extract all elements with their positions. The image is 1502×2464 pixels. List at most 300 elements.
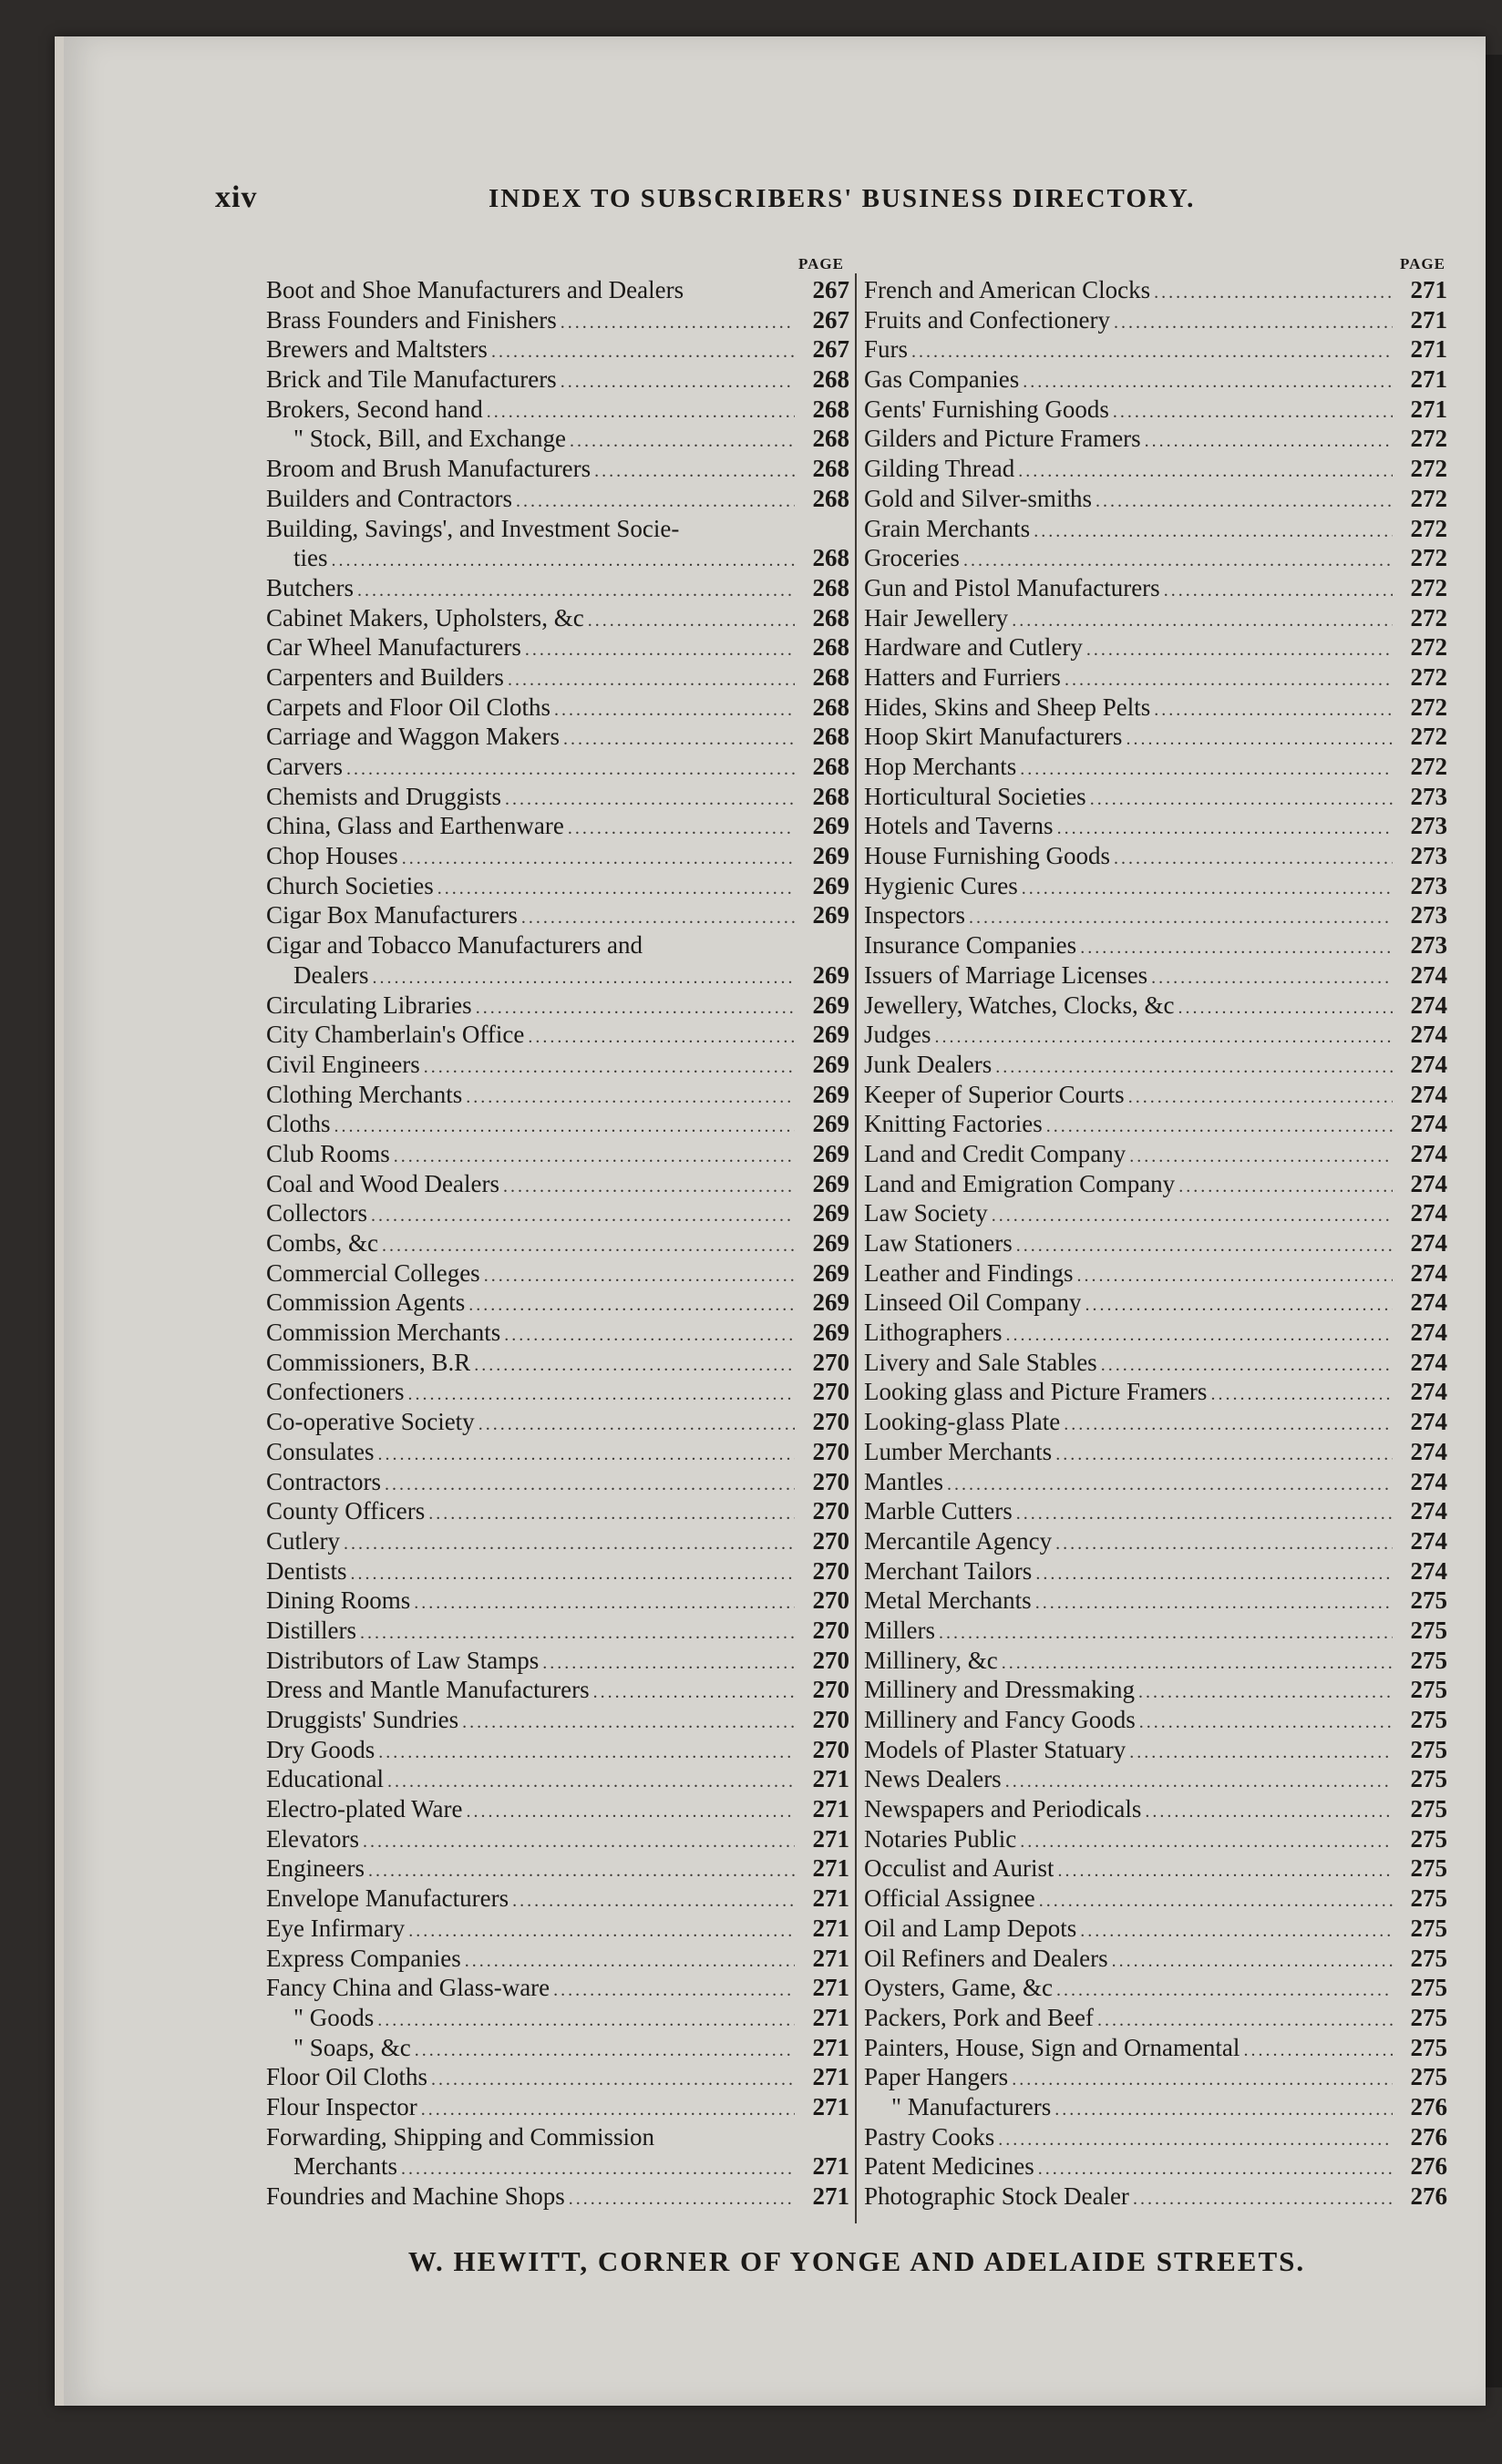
index-entry bbox=[266, 424, 849, 454]
dot-leader bbox=[1022, 874, 1393, 904]
index-entry bbox=[864, 2033, 1447, 2063]
entry-name: Cigar and Tobacco Manufacturers and bbox=[266, 931, 643, 960]
index-entry bbox=[266, 841, 849, 871]
dot-leader bbox=[1243, 2036, 1393, 2066]
entry-page-number: 268 bbox=[812, 603, 849, 631]
dot-leader bbox=[508, 665, 795, 695]
entry-page-number: 276 bbox=[1410, 2152, 1447, 2181]
entry-name: Oysters, Game, &c bbox=[864, 1974, 1053, 2002]
index-entry bbox=[266, 1496, 849, 1526]
page-column-heading: PAGE bbox=[798, 255, 844, 272]
dot-leader bbox=[1046, 1112, 1393, 1142]
entry-page-number: 275 bbox=[1410, 1586, 1447, 1615]
dot-leader bbox=[1133, 2184, 1393, 2214]
entry-page-number: 270 bbox=[812, 1378, 849, 1406]
entry-name: Merchant Tailors bbox=[864, 1556, 1033, 1585]
entry-page-number: 274 bbox=[1410, 1080, 1447, 1108]
index-entry bbox=[864, 662, 1447, 693]
index-entry bbox=[266, 1884, 849, 1914]
dot-leader bbox=[1020, 755, 1393, 785]
entry-name: Gents' Furnishing Goods bbox=[864, 395, 1109, 423]
entry-name: Broom and Brush Manufacturers bbox=[266, 455, 592, 483]
entry-page-number: 274 bbox=[1410, 1526, 1447, 1555]
dot-leader bbox=[394, 1142, 795, 1172]
entry-page-number: 275 bbox=[1410, 1974, 1447, 2002]
dot-leader bbox=[1057, 1856, 1393, 1886]
entry-page-number: 274 bbox=[1410, 1199, 1447, 1227]
index-entry bbox=[864, 1437, 1447, 1467]
entry-name: Eye Infirmary bbox=[266, 1914, 406, 1942]
dot-leader bbox=[1086, 635, 1393, 665]
entry-name: Packers, Pork and Beef bbox=[864, 2003, 1094, 2031]
dot-leader bbox=[554, 695, 795, 725]
entry-page-number: 271 bbox=[812, 2063, 849, 2091]
entry-page-number: 271 bbox=[812, 1824, 849, 1853]
dot-leader bbox=[1138, 1678, 1393, 1708]
entry-page-number: 274 bbox=[1410, 1437, 1447, 1465]
dot-leader bbox=[1114, 844, 1393, 874]
dot-leader bbox=[969, 903, 1393, 933]
dot-leader bbox=[1145, 426, 1393, 457]
entry-name: Leather and Findings bbox=[864, 1258, 1074, 1287]
index-entry bbox=[266, 1139, 849, 1169]
entry-page-number: 274 bbox=[1410, 1169, 1447, 1197]
index-entry-list bbox=[864, 275, 1447, 2212]
entry-name: Insurance Companies bbox=[864, 931, 1077, 960]
index-entry bbox=[266, 1348, 849, 1378]
entry-name: Law Stationers bbox=[864, 1229, 1013, 1257]
entry-name: Painters, House, Sign and Ornamental bbox=[864, 2033, 1240, 2061]
index-entry bbox=[864, 841, 1447, 871]
index-entry bbox=[864, 1794, 1447, 1824]
dot-leader bbox=[998, 2125, 1393, 2155]
entry-name: Patent Medicines bbox=[864, 2152, 1034, 2181]
dot-leader bbox=[466, 1083, 795, 1113]
entry-name: Grain Merchants bbox=[864, 514, 1031, 542]
dot-leader bbox=[1076, 1261, 1393, 1291]
dot-leader bbox=[466, 1797, 795, 1827]
index-entry bbox=[266, 395, 849, 425]
entry-name: Civil Engineers bbox=[266, 1050, 420, 1078]
entry-name: Metal Merchants bbox=[864, 1586, 1032, 1615]
entry-name: Chop Houses bbox=[266, 842, 398, 870]
entry-page-number: 272 bbox=[1410, 455, 1447, 483]
entry-page-number: 271 bbox=[812, 1944, 849, 1972]
entry-name: Hygienic Cures bbox=[864, 871, 1018, 899]
entry-name: Cabinet Makers, Upholsters, &c bbox=[266, 603, 584, 631]
dot-leader bbox=[1129, 1142, 1393, 1172]
entry-page-number: 271 bbox=[1410, 276, 1447, 303]
index-entry bbox=[864, 1198, 1447, 1228]
entry-page-number: 274 bbox=[1410, 960, 1447, 989]
dot-leader bbox=[334, 1112, 795, 1142]
index-entry bbox=[864, 1109, 1447, 1139]
index-entry bbox=[864, 693, 1447, 723]
index-entry bbox=[864, 1914, 1447, 1944]
dot-leader bbox=[1178, 993, 1393, 1023]
entry-page-number: 272 bbox=[1410, 484, 1447, 512]
entry-page-number: 275 bbox=[1410, 1854, 1447, 1883]
dot-leader bbox=[1128, 1083, 1393, 1113]
entry-page-number: 269 bbox=[812, 1139, 849, 1167]
entry-name: Coal and Wood Dealers bbox=[266, 1169, 500, 1197]
index-entry bbox=[864, 2122, 1447, 2152]
entry-name: Photographic Stock Dealer bbox=[864, 2182, 1129, 2210]
entry-name: Forwarding, Shipping and Commission bbox=[266, 2122, 655, 2151]
entry-name: Junk Dealers bbox=[864, 1050, 993, 1078]
index-entry bbox=[864, 1407, 1447, 1437]
index-entry bbox=[266, 1020, 849, 1050]
dot-leader bbox=[484, 1261, 795, 1291]
index-entry bbox=[864, 2062, 1447, 2092]
dot-leader bbox=[357, 576, 795, 606]
entry-page-number: 269 bbox=[812, 871, 849, 899]
index-entry bbox=[266, 1794, 849, 1824]
index-entry bbox=[266, 1646, 849, 1676]
entry-page-number: 267 bbox=[812, 305, 849, 334]
index-entry bbox=[266, 991, 849, 1021]
index-entry bbox=[864, 782, 1447, 812]
entry-page-number: 271 bbox=[812, 1914, 849, 1942]
index-entry bbox=[864, 454, 1447, 484]
entry-name: Consulates bbox=[266, 1437, 375, 1465]
index-entry bbox=[864, 603, 1447, 633]
entry-name: Hides, Skins and Sheep Pelts bbox=[864, 693, 1151, 721]
entry-page-number: 273 bbox=[1410, 842, 1447, 870]
entry-name: Engineers bbox=[266, 1854, 365, 1883]
entry-name: Millinery, &c bbox=[864, 1646, 998, 1674]
entry-name: Church Societies bbox=[266, 871, 434, 899]
dot-leader bbox=[1112, 1946, 1393, 1976]
dot-leader bbox=[1090, 785, 1393, 815]
entry-page-number: 275 bbox=[1410, 1795, 1447, 1823]
entry-name: Hardware and Cutlery bbox=[864, 633, 1083, 662]
entry-name: French and American Clocks bbox=[864, 276, 1151, 303]
dot-leader bbox=[1085, 1290, 1393, 1320]
entry-name: Butchers bbox=[266, 573, 354, 601]
entry-name: Horticultural Societies bbox=[864, 782, 1086, 810]
dot-leader bbox=[1126, 724, 1393, 755]
entry-name: Building, Savings', and Investment Socie- bbox=[266, 514, 680, 542]
entry-name: Groceries bbox=[864, 544, 960, 572]
entry-name: Cutlery bbox=[266, 1526, 340, 1555]
entry-name: Inspectors bbox=[864, 901, 965, 929]
dot-leader bbox=[553, 1976, 795, 2006]
entry-name: Gold and Silver-smiths bbox=[864, 484, 1092, 512]
entry-page-number: 274 bbox=[1410, 1110, 1447, 1138]
index-entry bbox=[266, 930, 849, 960]
index-entry bbox=[864, 1556, 1447, 1586]
entry-name: Gilders and Picture Framers bbox=[864, 425, 1141, 453]
entry-page-number: 268 bbox=[812, 395, 849, 423]
index-entry bbox=[266, 960, 849, 991]
entry-page-number: 270 bbox=[812, 1616, 849, 1644]
index-entry bbox=[864, 1288, 1447, 1318]
index-column-left bbox=[266, 255, 849, 2212]
entry-name: Law Society bbox=[864, 1199, 988, 1227]
dot-leader bbox=[963, 546, 1393, 576]
index-entry bbox=[864, 305, 1447, 335]
dot-leader bbox=[377, 2006, 795, 2036]
dot-leader bbox=[1012, 606, 1393, 636]
entry-page-number: 270 bbox=[812, 1497, 849, 1525]
entry-name: City Chamberlain's Office bbox=[266, 1021, 525, 1049]
index-entry bbox=[266, 305, 849, 335]
index-entry bbox=[266, 543, 849, 573]
entry-name: Occulist and Aurist bbox=[864, 1854, 1054, 1883]
index-entry bbox=[864, 2092, 1447, 2122]
dot-leader bbox=[561, 367, 795, 397]
entry-name: Millers bbox=[864, 1616, 935, 1644]
entry-name: Brewers and Maltsters bbox=[266, 335, 488, 364]
entry-page-number: 272 bbox=[1410, 662, 1447, 691]
entry-name: Foundries and Machine Shops bbox=[266, 2182, 565, 2210]
entry-name: Commission Merchants bbox=[266, 1319, 501, 1347]
index-entry bbox=[864, 900, 1447, 930]
index-entry bbox=[864, 1884, 1447, 1914]
entry-name: Jewellery, Watches, Clocks, &c bbox=[864, 991, 1175, 1019]
dot-leader bbox=[1145, 1797, 1393, 1827]
entry-page-number: 274 bbox=[1410, 1050, 1447, 1078]
dot-leader bbox=[408, 1916, 795, 1946]
dot-leader bbox=[1139, 1708, 1393, 1738]
entry-page-number: 274 bbox=[1410, 1319, 1447, 1347]
index-entry bbox=[266, 2151, 849, 2182]
entry-page-number: 271 bbox=[812, 1974, 849, 2002]
index-entry bbox=[864, 1377, 1447, 1407]
entry-page-number: 270 bbox=[812, 1586, 849, 1615]
entry-name: Gilding Thread bbox=[864, 455, 1015, 483]
index-entry bbox=[864, 543, 1447, 573]
dot-leader bbox=[1129, 1738, 1393, 1768]
dot-leader bbox=[407, 1380, 795, 1410]
dot-leader bbox=[1080, 1916, 1393, 1946]
entry-page-number: 268 bbox=[812, 753, 849, 780]
index-entry bbox=[864, 1318, 1447, 1348]
index-entry bbox=[266, 1735, 849, 1765]
index-entry bbox=[864, 334, 1447, 364]
entry-name: Notaries Public bbox=[864, 1824, 1017, 1853]
entry-page-number: 272 bbox=[1410, 603, 1447, 631]
entry-name: Hotels and Taverns bbox=[864, 812, 1054, 840]
entry-name: " Soaps, &c bbox=[293, 2033, 411, 2061]
dot-leader bbox=[561, 308, 795, 338]
entry-name: Collectors bbox=[266, 1199, 367, 1227]
dot-leader bbox=[1055, 1440, 1393, 1470]
entry-page-number: 274 bbox=[1410, 1139, 1447, 1167]
dot-leader bbox=[1114, 308, 1393, 338]
entry-page-number: 272 bbox=[1410, 544, 1447, 572]
entry-page-number: 270 bbox=[812, 1556, 849, 1585]
entry-name: Oil and Lamp Depots bbox=[864, 1914, 1077, 1942]
dot-leader bbox=[378, 1440, 796, 1470]
entry-name: Dining Rooms bbox=[266, 1586, 411, 1615]
index-entry bbox=[266, 1853, 849, 1884]
entry-name: Cloths bbox=[266, 1110, 331, 1138]
index-entry bbox=[864, 1050, 1447, 1080]
dot-leader bbox=[415, 2036, 795, 2066]
entry-page-number: 268 bbox=[812, 425, 849, 453]
dot-leader bbox=[424, 1052, 795, 1083]
entry-page-number: 268 bbox=[812, 455, 849, 483]
dot-leader bbox=[911, 337, 1393, 367]
entry-page-number: 267 bbox=[812, 276, 849, 303]
entry-page-number: 273 bbox=[1410, 782, 1447, 810]
dot-leader bbox=[939, 1618, 1393, 1648]
dot-leader bbox=[505, 785, 795, 815]
index-entry bbox=[266, 1586, 849, 1616]
index-entry bbox=[266, 454, 849, 484]
entry-page-number: 274 bbox=[1410, 1378, 1447, 1406]
column-divider bbox=[855, 273, 857, 2223]
entry-page-number: 269 bbox=[812, 960, 849, 989]
entry-name: Dress and Mantle Manufacturers bbox=[266, 1676, 590, 1704]
entry-page-number: 275 bbox=[1410, 1914, 1447, 1942]
index-entry bbox=[864, 364, 1447, 395]
entry-page-number: 270 bbox=[812, 1646, 849, 1674]
dot-leader bbox=[563, 724, 795, 755]
entry-page-number: 269 bbox=[812, 1110, 849, 1138]
entry-name: Issuers of Marriage Licenses bbox=[864, 960, 1148, 989]
entry-page-number: 269 bbox=[812, 1080, 849, 1108]
entry-page-number: 271 bbox=[812, 2003, 849, 2031]
dot-leader bbox=[387, 1767, 795, 1797]
dot-leader bbox=[476, 993, 795, 1023]
dot-leader bbox=[385, 1470, 795, 1500]
entry-page-number: 268 bbox=[812, 484, 849, 512]
entry-page-number: 271 bbox=[812, 2152, 849, 2181]
dot-leader bbox=[468, 1290, 795, 1320]
dot-leader bbox=[1101, 1350, 1393, 1381]
index-entry bbox=[864, 1496, 1447, 1526]
dot-leader bbox=[360, 1618, 795, 1648]
entry-name: Co-operative Society bbox=[266, 1408, 475, 1436]
entry-page-number: 272 bbox=[1410, 425, 1447, 453]
index-entry bbox=[266, 1258, 849, 1288]
entry-page-number: 275 bbox=[1410, 1765, 1447, 1793]
index-entry bbox=[864, 1080, 1447, 1110]
entry-name: Land and Emigration Company bbox=[864, 1169, 1176, 1197]
entry-name: Commissioners, B.R bbox=[266, 1348, 471, 1376]
dot-leader bbox=[382, 1231, 795, 1261]
dot-leader bbox=[1034, 517, 1393, 547]
dot-leader bbox=[1154, 278, 1393, 308]
index-entry bbox=[266, 1377, 849, 1407]
index-entry bbox=[864, 1824, 1447, 1854]
entry-page-number: 271 bbox=[812, 1795, 849, 1823]
dot-leader bbox=[570, 426, 795, 457]
entry-name: Brokers, Second hand bbox=[266, 395, 483, 423]
entry-name: Distributors of Law Stamps bbox=[266, 1646, 540, 1674]
index-entry bbox=[864, 1586, 1447, 1616]
entry-page-number: 273 bbox=[1410, 812, 1447, 840]
index-entry bbox=[266, 2033, 849, 2063]
index-entry bbox=[266, 1973, 849, 2003]
index-entry bbox=[864, 1020, 1447, 1050]
index-entry bbox=[864, 2151, 1447, 2182]
entry-page-number: 268 bbox=[812, 544, 849, 572]
entry-page-number: 268 bbox=[812, 662, 849, 691]
dot-leader bbox=[346, 755, 795, 785]
index-entry bbox=[266, 1914, 849, 1944]
index-entry bbox=[864, 1705, 1447, 1735]
index-entry bbox=[266, 1616, 849, 1646]
dot-leader bbox=[1005, 1320, 1393, 1350]
index-entry bbox=[864, 1646, 1447, 1676]
entry-name: " Goods bbox=[293, 2003, 375, 2031]
entry-name: Druggists' Sundries bbox=[266, 1706, 459, 1733]
dot-leader bbox=[504, 1320, 795, 1350]
entry-name: Circulating Libraries bbox=[266, 991, 472, 1019]
dot-leader bbox=[1016, 1499, 1393, 1529]
index-entry bbox=[266, 1288, 849, 1318]
entry-name: Mercantile Agency bbox=[864, 1526, 1053, 1555]
index-entry bbox=[266, 275, 849, 305]
dot-leader bbox=[1096, 487, 1393, 517]
dot-leader bbox=[568, 814, 795, 844]
entry-page-number: 269 bbox=[812, 1199, 849, 1227]
entry-name: Judges bbox=[864, 1021, 931, 1049]
index-entry bbox=[266, 2182, 849, 2212]
entry-page-number: 273 bbox=[1410, 901, 1447, 929]
dot-leader bbox=[1005, 1767, 1393, 1797]
entry-name: Gas Companies bbox=[864, 365, 1020, 394]
dot-leader bbox=[992, 1201, 1393, 1231]
entry-name: Millinery and Fancy Goods bbox=[864, 1706, 1136, 1733]
index-entry bbox=[864, 1526, 1447, 1556]
dot-leader bbox=[1065, 665, 1393, 695]
entry-page-number: 274 bbox=[1410, 1021, 1447, 1049]
entry-name: Floor Oil Cloths bbox=[266, 2063, 428, 2091]
entry-name: Club Rooms bbox=[266, 1139, 390, 1167]
page-column-heading: PAGE bbox=[1400, 255, 1445, 272]
dot-leader bbox=[542, 1648, 795, 1679]
index-entry bbox=[266, 871, 849, 901]
index-entry bbox=[864, 1258, 1447, 1288]
index-entry bbox=[864, 1139, 1447, 1169]
index-entry bbox=[266, 693, 849, 723]
entry-name: Dry Goods bbox=[266, 1735, 376, 1763]
entry-page-number: 271 bbox=[1410, 365, 1447, 394]
entry-page-number: 271 bbox=[812, 2092, 849, 2120]
entry-name: Commission Agents bbox=[266, 1288, 466, 1317]
dot-leader bbox=[368, 1856, 795, 1886]
index-column-right bbox=[864, 255, 1447, 2212]
entry-page-number: 272 bbox=[1410, 693, 1447, 721]
dot-leader bbox=[402, 844, 795, 874]
index-entry bbox=[864, 1675, 1447, 1705]
entry-page-number: 270 bbox=[812, 1735, 849, 1763]
dot-leader bbox=[1057, 814, 1393, 844]
entry-page-number: 270 bbox=[812, 1348, 849, 1376]
entry-name: Hatters and Furriers bbox=[864, 662, 1061, 691]
entry-name: China, Glass and Earthenware bbox=[266, 812, 564, 840]
page-header bbox=[215, 180, 1427, 217]
entry-name: Distillers bbox=[266, 1616, 356, 1644]
entry-name: Carvers bbox=[266, 753, 343, 780]
entry-page-number: 275 bbox=[1410, 1884, 1447, 1913]
index-entry bbox=[864, 1228, 1447, 1258]
dot-leader bbox=[431, 2065, 795, 2095]
page-title: INDEX TO SUBSCRIBERS' BUSINESS DIRECTORY. bbox=[489, 184, 1196, 213]
index-entry bbox=[864, 514, 1447, 544]
entry-name: Flour Inspector bbox=[266, 2092, 417, 2120]
entry-name: Carpenters and Builders bbox=[266, 662, 504, 691]
entry-name: Gun and Pistol Manufacturers bbox=[864, 573, 1160, 601]
entry-page-number: 276 bbox=[1410, 2122, 1447, 2151]
dot-leader bbox=[1020, 1827, 1393, 1857]
dot-leader bbox=[401, 2154, 795, 2184]
